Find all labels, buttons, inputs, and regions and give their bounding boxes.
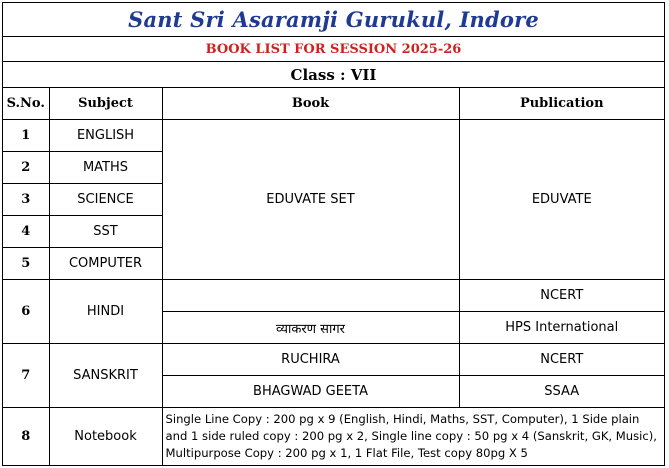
table-row	[3, 344, 664, 376]
row-subject: SANSKRIT	[49, 344, 162, 408]
row-publication: NCERT	[459, 280, 664, 312]
row-publication: HPS International	[459, 312, 664, 344]
header-book: Book	[162, 88, 459, 120]
row-book: EDUVATE SET	[162, 120, 459, 280]
row-subject: Notebook	[49, 408, 162, 466]
header-subject: Subject	[49, 88, 162, 120]
class-label: Class : VII	[3, 62, 664, 88]
row-sno: 8	[3, 408, 49, 466]
row-publication: EDUVATE	[459, 120, 664, 280]
row-sno: 7	[3, 344, 49, 408]
notebook-details: Single Line Copy : 200 pg x 9 (English, Hindi, Maths, SST, Computer), 1 Side plain and 1 side ruled copy : 200 pg x 2, Single line copy : 50 pg x 4 (Sanskrit, GK, Music), Multipurpose Copy : 200 pg x 1, 1 Flat File, Test copy 80pg X 5	[162, 408, 664, 466]
row-book: RUCHIRA	[162, 344, 459, 376]
header-sno: S.No.	[3, 88, 49, 120]
row-subject: MATHS	[49, 152, 162, 184]
table-row	[3, 120, 664, 152]
table-row	[3, 280, 664, 312]
school-name: Sant Sri Asaramji Gurukul, Indore	[3, 3, 664, 37]
book-list-table	[3, 88, 664, 465]
book-list-sheet	[2, 2, 665, 466]
row-book: BHAGWAD GEETA	[162, 376, 459, 408]
row-sno: 1	[3, 120, 49, 152]
session-title: BOOK LIST FOR SESSION 2025-26	[3, 37, 664, 62]
row-sno: 4	[3, 216, 49, 248]
row-sno: 5	[3, 248, 49, 280]
row-subject: ENGLISH	[49, 120, 162, 152]
table-row	[3, 408, 664, 466]
row-book: व्याकरण सागर	[162, 312, 459, 344]
row-sno: 2	[3, 152, 49, 184]
table-header-row	[3, 88, 664, 120]
row-publication: SSAA	[459, 376, 664, 408]
row-subject: SCIENCE	[49, 184, 162, 216]
row-book	[162, 280, 459, 312]
row-subject: COMPUTER	[49, 248, 162, 280]
row-sno: 3	[3, 184, 49, 216]
row-sno: 6	[3, 280, 49, 344]
header-publication: Publication	[459, 88, 664, 120]
row-subject: SST	[49, 216, 162, 248]
row-subject: HINDI	[49, 280, 162, 344]
row-publication: NCERT	[459, 344, 664, 376]
